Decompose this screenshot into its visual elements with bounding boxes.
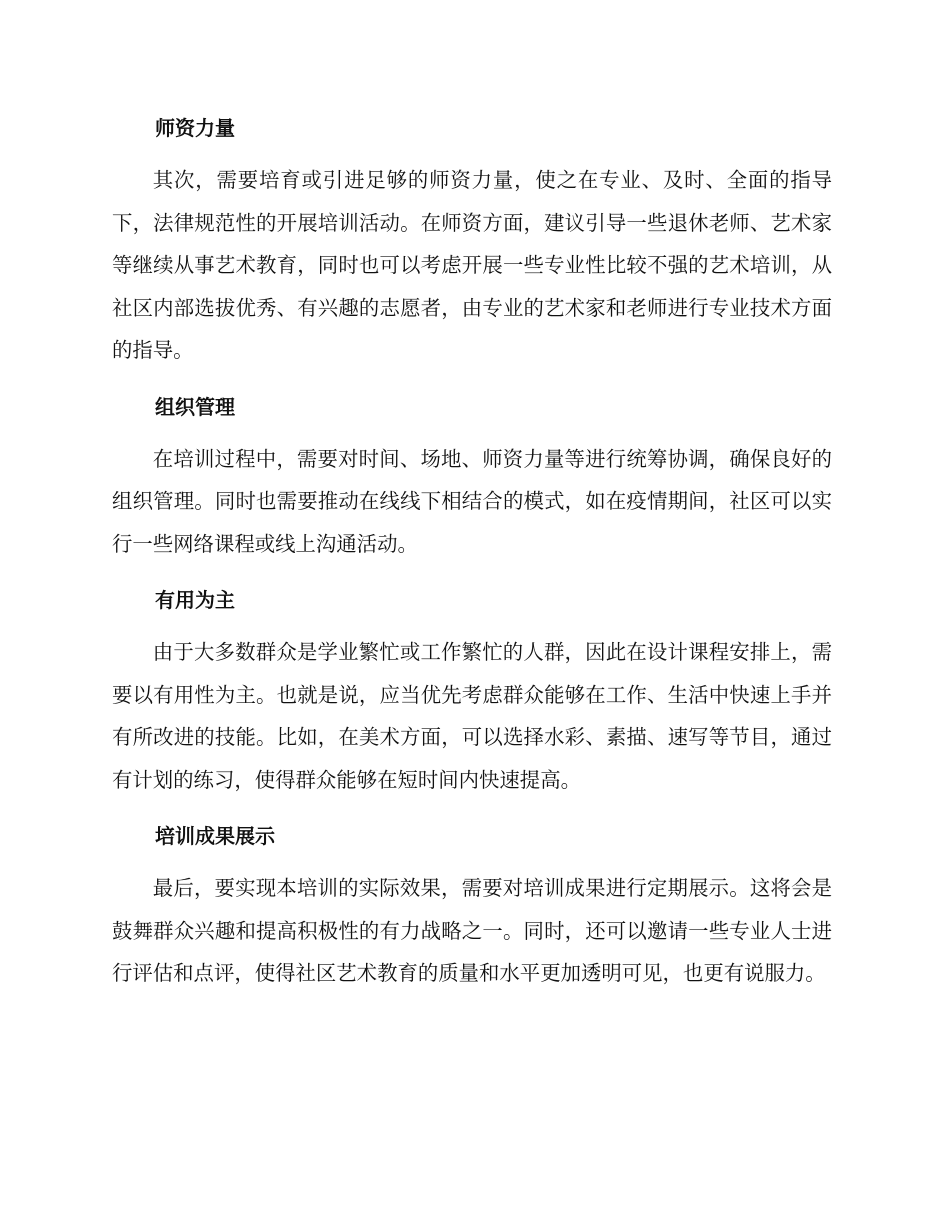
section-heading: 培训成果展示 xyxy=(155,824,275,848)
section-paragraph: 由于大多数群众是学业繁忙或工作繁忙的人群，因此在设计课程安排上，需要以有用性为主。也就是说，应当优先考虑群众能够在工作、生活中快速上手并有所改进的技能。比如，在美术方面，可以选择水彩、素描、速写等节目，通过有计划的练习，使得群众能够在短时间内快速提高。 xyxy=(112,640,832,792)
section-paragraph: 在培训过程中，需要对时间、场地、师资力量等进行统筹协调，确保良好的组织管理。同时也需要推动在线线下相结合的模式，如在疫情期间，社区可以实行一些网络课程或线上沟通活动。 xyxy=(112,446,832,556)
section-heading: 师资力量 xyxy=(155,116,235,140)
section-organization-management xyxy=(112,387,832,566)
section-heading: 组织管理 xyxy=(155,394,235,419)
section-teaching-staff xyxy=(112,108,832,372)
section-training-results xyxy=(112,816,832,995)
section-heading: 有用为主 xyxy=(155,588,235,612)
section-paragraph: 最后，要实现本培训的实际效果，需要对培训成果进行定期展示。这将会是鼓舞群众兴趣和提高积极性的有力战略之一。同时，还可以邀请一些专业人士进行评估和点评，使得社区艺术教育的质量和水平更加透明可见，也更有说服力。 xyxy=(112,876,832,985)
document-content xyxy=(112,108,832,1010)
section-usefulness-first xyxy=(112,580,832,801)
section-paragraph: 其次，需要培育或引进足够的师资力量，使之在专业、及时、全面的指导下，法律规范性的开展培训活动。在师资方面，建议引导一些退休老师、艺术家等继续从事艺术教育，同时也可以考虑开展一些专业性比较不强的艺术培训，从社区内部选拔优秀、有兴趣的志愿者，由专业的艺术家和老师进行专业技术方面的指导。 xyxy=(112,168,832,362)
